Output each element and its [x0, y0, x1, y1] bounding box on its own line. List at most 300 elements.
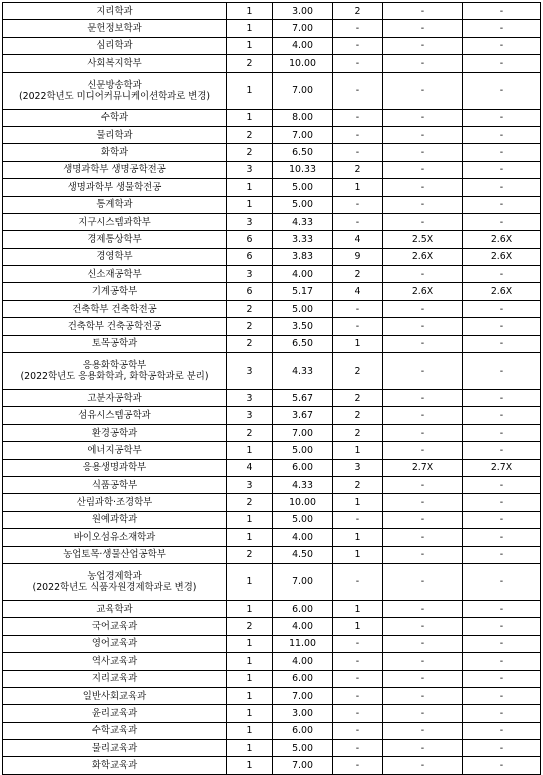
ratio-cell: 3.33 [273, 231, 333, 248]
quota-cell: 3 [227, 353, 273, 390]
grade-b-cell: - [463, 390, 541, 407]
waitlist-cell: 1 [333, 529, 383, 546]
grade-a-cell: - [383, 494, 463, 511]
department-cell [3, 72, 227, 109]
department-name: 수학교육과 [91, 725, 138, 737]
ratio-cell: 4.33 [273, 353, 333, 390]
ratio-cell: 7.00 [273, 424, 333, 441]
grade-a-cell: - [383, 390, 463, 407]
grade-b-cell: - [463, 20, 541, 37]
department-cell [3, 353, 227, 390]
quota-cell: 1 [227, 37, 273, 54]
grade-a-cell: - [383, 20, 463, 37]
table-row [3, 196, 541, 213]
quota-cell: 1 [227, 687, 273, 704]
department-cell [3, 635, 227, 652]
waitlist-cell: - [333, 740, 383, 757]
grade-a-cell: - [383, 705, 463, 722]
ratio-cell: 4.00 [273, 529, 333, 546]
department-name: 영어교육과 [91, 638, 138, 650]
quota-cell: 2 [227, 144, 273, 161]
quota-cell: 1 [227, 757, 273, 774]
waitlist-cell: - [333, 318, 383, 335]
department-name: 경영학부 [96, 251, 133, 263]
grade-b-cell: - [463, 494, 541, 511]
waitlist-cell: 1 [333, 442, 383, 459]
department-cell [3, 476, 227, 493]
quota-cell: 1 [227, 72, 273, 109]
ratio-cell: 5.67 [273, 390, 333, 407]
grade-a-cell: - [383, 55, 463, 72]
department-name: 농업경제학과 [87, 570, 142, 582]
department-cell [3, 442, 227, 459]
grade-b-cell: - [463, 144, 541, 161]
department-cell [3, 529, 227, 546]
department-name: 물리교육과 [91, 742, 138, 754]
grade-b-cell: - [463, 196, 541, 213]
department-cell [3, 424, 227, 441]
table-row [3, 126, 541, 143]
department-name: 생명과학부 생물학전공 [67, 181, 162, 193]
grade-a-cell: - [383, 318, 463, 335]
department-cell [3, 318, 227, 335]
department-cell [3, 687, 227, 704]
grade-b-cell: - [463, 653, 541, 670]
table-row [3, 20, 541, 37]
department-cell [3, 37, 227, 54]
quota-cell: 2 [227, 318, 273, 335]
grade-b-cell: - [463, 37, 541, 54]
grade-a-cell: - [383, 600, 463, 617]
table-row [3, 635, 541, 652]
grade-b-cell: - [463, 179, 541, 196]
ratio-cell: 4.33 [273, 213, 333, 230]
department-name: 건축학부 건축공학전공 [67, 320, 162, 332]
quota-cell: 6 [227, 283, 273, 300]
department-cell [3, 3, 227, 20]
waitlist-cell: 1 [333, 494, 383, 511]
department-cell [3, 459, 227, 476]
ratio-cell: 6.00 [273, 600, 333, 617]
grade-b-cell: - [463, 563, 541, 600]
quota-cell: 1 [227, 600, 273, 617]
department-cell [3, 213, 227, 230]
waitlist-cell: - [333, 511, 383, 528]
table-row [3, 705, 541, 722]
table-row [3, 37, 541, 54]
quota-cell: 6 [227, 248, 273, 265]
grade-a-cell: - [383, 126, 463, 143]
grade-a-cell: - [383, 424, 463, 441]
department-name: 생명과학부 생명공학전공 [63, 164, 166, 176]
table-row [3, 335, 541, 352]
ratio-cell: 3.83 [273, 248, 333, 265]
table-row [3, 459, 541, 476]
grade-a-cell: - [383, 353, 463, 390]
department-cell [3, 266, 227, 283]
grade-b-cell: 2.6X [463, 283, 541, 300]
quota-cell: 1 [227, 442, 273, 459]
waitlist-cell: - [333, 126, 383, 143]
grade-a-cell: 2.7X [383, 459, 463, 476]
department-name: 응용생명과학부 [82, 462, 147, 474]
quota-cell: 3 [227, 476, 273, 493]
waitlist-cell: 2 [333, 424, 383, 441]
table-row [3, 300, 541, 317]
grade-b-cell: - [463, 213, 541, 230]
grade-a-cell: - [383, 687, 463, 704]
grade-a-cell: - [383, 335, 463, 352]
quota-cell: 3 [227, 266, 273, 283]
table-row [3, 390, 541, 407]
table-row [3, 318, 541, 335]
quota-cell: 1 [227, 722, 273, 739]
grade-a-cell: - [383, 722, 463, 739]
ratio-cell: 3.67 [273, 407, 333, 424]
ratio-cell: 4.00 [273, 266, 333, 283]
grade-a-cell: - [383, 37, 463, 54]
waitlist-cell: - [333, 705, 383, 722]
grade-b-cell: - [463, 476, 541, 493]
table-row [3, 353, 541, 390]
waitlist-cell: 1 [333, 179, 383, 196]
department-name: 문헌정보학과 [87, 23, 142, 35]
waitlist-cell: 3 [333, 459, 383, 476]
department-cell [3, 670, 227, 687]
department-cell [3, 757, 227, 774]
grade-a-cell: - [383, 740, 463, 757]
department-name: 심리학과 [96, 40, 133, 52]
grade-b-cell: - [463, 318, 541, 335]
grade-b-cell: - [463, 335, 541, 352]
waitlist-cell: - [333, 37, 383, 54]
admission-results-table [2, 2, 541, 775]
table-row [3, 283, 541, 300]
waitlist-cell: - [333, 687, 383, 704]
department-name: 일반사회교육과 [82, 690, 147, 702]
quota-cell: 3 [227, 213, 273, 230]
ratio-cell: 5.00 [273, 300, 333, 317]
table-row [3, 213, 541, 230]
waitlist-cell: - [333, 722, 383, 739]
ratio-cell: 6.50 [273, 144, 333, 161]
grade-b-cell: - [463, 618, 541, 635]
quota-cell: 3 [227, 407, 273, 424]
department-note: (2022학년도 식품자원경제학과로 변경) [32, 581, 197, 593]
department-name: 응용화학공학부 [82, 360, 147, 372]
grade-a-cell: - [383, 546, 463, 563]
grade-a-cell: - [383, 442, 463, 459]
ratio-cell: 4.00 [273, 618, 333, 635]
waitlist-cell: 2 [333, 266, 383, 283]
quota-cell: 6 [227, 231, 273, 248]
department-cell [3, 722, 227, 739]
quota-cell: 1 [227, 511, 273, 528]
grade-b-cell: - [463, 407, 541, 424]
department-name: 지리교육과 [91, 673, 138, 685]
department-name: 에너지공학부 [87, 444, 142, 456]
grade-b-cell: - [463, 705, 541, 722]
ratio-cell: 7.00 [273, 72, 333, 109]
department-cell [3, 144, 227, 161]
quota-cell: 1 [227, 109, 273, 126]
grade-b-cell: - [463, 72, 541, 109]
department-name: 농업토목·생물산업공학부 [63, 549, 166, 561]
ratio-cell: 5.00 [273, 196, 333, 213]
ratio-cell: 3.00 [273, 705, 333, 722]
grade-a-cell: 2.5X [383, 231, 463, 248]
department-name: 기계공학부 [91, 286, 138, 298]
department-name: 신소재공학부 [87, 268, 142, 280]
grade-b-cell: - [463, 670, 541, 687]
department-cell [3, 407, 227, 424]
grade-a-cell: - [383, 563, 463, 600]
department-name: 화학교육과 [91, 760, 138, 772]
grade-b-cell: - [463, 126, 541, 143]
department-cell [3, 196, 227, 213]
quota-cell: 3 [227, 161, 273, 178]
waitlist-cell: - [333, 300, 383, 317]
quota-cell: 2 [227, 126, 273, 143]
grade-a-cell: - [383, 635, 463, 652]
grade-a-cell: - [383, 72, 463, 109]
ratio-cell: 7.00 [273, 687, 333, 704]
department-cell [3, 126, 227, 143]
grade-a-cell: - [383, 757, 463, 774]
quota-cell: 2 [227, 55, 273, 72]
department-name: 사회복지학부 [87, 57, 142, 69]
department-cell [3, 546, 227, 563]
quota-cell: 2 [227, 335, 273, 352]
department-cell [3, 563, 227, 600]
grade-b-cell: - [463, 546, 541, 563]
table-row [3, 722, 541, 739]
grade-a-cell: - [383, 300, 463, 317]
grade-a-cell: - [383, 618, 463, 635]
waitlist-cell: - [333, 213, 383, 230]
grade-a-cell: 2.6X [383, 248, 463, 265]
quota-cell: 2 [227, 494, 273, 511]
table-row [3, 442, 541, 459]
table-row [3, 757, 541, 774]
table-row [3, 600, 541, 617]
grade-a-cell: 2.6X [383, 283, 463, 300]
quota-cell: 1 [227, 20, 273, 37]
quota-cell: 1 [227, 179, 273, 196]
quota-cell: 2 [227, 546, 273, 563]
table-row [3, 476, 541, 493]
quota-cell: 1 [227, 196, 273, 213]
waitlist-cell: 2 [333, 161, 383, 178]
ratio-cell: 6.00 [273, 722, 333, 739]
waitlist-cell: 2 [333, 3, 383, 20]
grade-b-cell: - [463, 55, 541, 72]
grade-b-cell: - [463, 424, 541, 441]
table-body [3, 3, 541, 775]
table-row [3, 231, 541, 248]
department-name: 수학과 [100, 112, 129, 124]
department-name: 물리학과 [96, 129, 133, 141]
grade-a-cell: - [383, 266, 463, 283]
grade-b-cell: - [463, 3, 541, 20]
department-name: 원예과학과 [91, 514, 138, 526]
grade-b-cell: - [463, 600, 541, 617]
waitlist-cell: - [333, 757, 383, 774]
ratio-cell: 5.00 [273, 511, 333, 528]
grade-a-cell: - [383, 196, 463, 213]
department-name: 지리학과 [96, 5, 133, 17]
grade-a-cell: - [383, 407, 463, 424]
quota-cell: 1 [227, 563, 273, 600]
table-row [3, 407, 541, 424]
grade-b-cell: 2.7X [463, 459, 541, 476]
grade-a-cell: - [383, 3, 463, 20]
waitlist-cell: 2 [333, 476, 383, 493]
department-cell [3, 55, 227, 72]
department-name: 지구시스템과학부 [78, 216, 151, 228]
quota-cell: 1 [227, 3, 273, 20]
grade-a-cell: - [383, 109, 463, 126]
grade-a-cell: - [383, 529, 463, 546]
department-cell [3, 109, 227, 126]
table-row [3, 529, 541, 546]
department-cell [3, 494, 227, 511]
grade-b-cell: - [463, 687, 541, 704]
waitlist-cell: 1 [333, 335, 383, 352]
grade-a-cell: - [383, 511, 463, 528]
ratio-cell: 10.33 [273, 161, 333, 178]
waitlist-cell: 2 [333, 407, 383, 424]
table-row [3, 618, 541, 635]
quota-cell: 2 [227, 618, 273, 635]
quota-cell: 2 [227, 424, 273, 441]
table-row [3, 563, 541, 600]
waitlist-cell: 4 [333, 231, 383, 248]
grade-b-cell: - [463, 442, 541, 459]
waitlist-cell: - [333, 653, 383, 670]
table-row [3, 653, 541, 670]
waitlist-cell: - [333, 55, 383, 72]
table-row [3, 3, 541, 20]
department-name: 역사교육과 [91, 655, 138, 667]
grade-b-cell: - [463, 511, 541, 528]
department-note: (2022학년도 응용화학과, 화학공학과로 분리) [20, 371, 209, 383]
table-row [3, 740, 541, 757]
table-row [3, 55, 541, 72]
grade-b-cell: - [463, 722, 541, 739]
grade-b-cell: - [463, 740, 541, 757]
quota-cell: 1 [227, 653, 273, 670]
table-row [3, 424, 541, 441]
ratio-cell: 5.00 [273, 179, 333, 196]
department-cell [3, 740, 227, 757]
grade-a-cell: - [383, 161, 463, 178]
quota-cell: 1 [227, 635, 273, 652]
waitlist-cell: - [333, 72, 383, 109]
department-name: 식품공학부 [91, 479, 138, 491]
waitlist-cell: 1 [333, 618, 383, 635]
ratio-cell: 7.00 [273, 20, 333, 37]
quota-cell: 1 [227, 705, 273, 722]
grade-b-cell: - [463, 635, 541, 652]
ratio-cell: 5.00 [273, 442, 333, 459]
grade-b-cell: 2.6X [463, 248, 541, 265]
ratio-cell: 8.00 [273, 109, 333, 126]
grade-b-cell: - [463, 353, 541, 390]
waitlist-cell: 1 [333, 546, 383, 563]
waitlist-cell: 9 [333, 248, 383, 265]
department-cell [3, 20, 227, 37]
ratio-cell: 6.00 [273, 670, 333, 687]
waitlist-cell: 2 [333, 353, 383, 390]
department-cell [3, 161, 227, 178]
department-cell [3, 600, 227, 617]
department-cell [3, 248, 227, 265]
ratio-cell: 3.50 [273, 318, 333, 335]
ratio-cell: 5.17 [273, 283, 333, 300]
department-cell [3, 283, 227, 300]
waitlist-cell: - [333, 144, 383, 161]
ratio-cell: 10.00 [273, 55, 333, 72]
table-row [3, 546, 541, 563]
ratio-cell: 10.00 [273, 494, 333, 511]
department-name: 고분자공학과 [87, 392, 142, 404]
ratio-cell: 4.00 [273, 653, 333, 670]
ratio-cell: 3.00 [273, 3, 333, 20]
department-cell [3, 705, 227, 722]
department-name: 국어교육과 [91, 621, 138, 633]
grade-a-cell: - [383, 179, 463, 196]
department-name: 환경공학과 [91, 427, 138, 439]
quota-cell: 1 [227, 529, 273, 546]
table-row [3, 266, 541, 283]
table-row [3, 511, 541, 528]
grade-b-cell: - [463, 109, 541, 126]
ratio-cell: 6.50 [273, 335, 333, 352]
department-cell [3, 653, 227, 670]
waitlist-cell: - [333, 20, 383, 37]
department-name: 교육학과 [96, 603, 133, 615]
department-name: 산림과학·조경학부 [76, 497, 153, 509]
department-cell [3, 231, 227, 248]
waitlist-cell: 2 [333, 390, 383, 407]
grade-a-cell: - [383, 670, 463, 687]
waitlist-cell: 4 [333, 283, 383, 300]
department-cell [3, 300, 227, 317]
quota-cell: 1 [227, 670, 273, 687]
department-name: 토목공학과 [91, 338, 138, 350]
table-row [3, 144, 541, 161]
table-row [3, 109, 541, 126]
quota-cell: 1 [227, 740, 273, 757]
waitlist-cell: - [333, 109, 383, 126]
grade-b-cell: - [463, 757, 541, 774]
waitlist-cell: - [333, 670, 383, 687]
ratio-cell: 7.00 [273, 126, 333, 143]
ratio-cell: 11.00 [273, 635, 333, 652]
table-row [3, 72, 541, 109]
table-row [3, 670, 541, 687]
table-row [3, 494, 541, 511]
grade-b-cell: - [463, 266, 541, 283]
waitlist-cell: - [333, 635, 383, 652]
waitlist-cell: - [333, 563, 383, 600]
department-cell [3, 179, 227, 196]
waitlist-cell: 1 [333, 600, 383, 617]
department-name: 화학과 [100, 147, 129, 159]
grade-a-cell: - [383, 653, 463, 670]
table-row [3, 179, 541, 196]
